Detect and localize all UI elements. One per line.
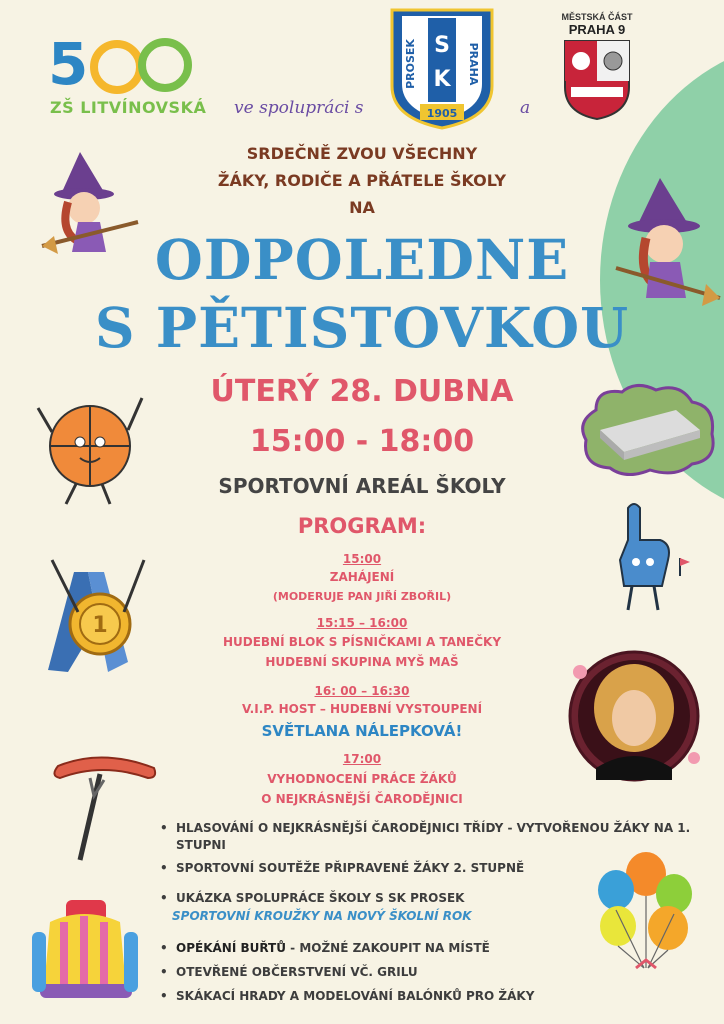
- bullet-voting: • HLASOVÁNÍ O NEJKRÁSNĚJŠÍ ČARODĚJNICI TŘÍDY - VYTVOŘENOU ŽÁKY NA 1. STUPNI: [160, 821, 691, 852]
- district-line2: PRAHA 9: [568, 22, 626, 37]
- invite-line1: SRDEČNĚ ZVOU VŠECHNY: [246, 144, 478, 163]
- program-line-4b: O NEJKRÁSNĚJŠÍ ČARODĚJNICI: [261, 792, 463, 806]
- title-line2: S PĚTISTOVKOU: [94, 295, 630, 360]
- cooperation-text: ve spolupráci s: [234, 98, 364, 118]
- vip-guest-name: SVĚTLANA NÁLEPKOVÁ!: [261, 722, 463, 740]
- program-time-2: 15:15 – 16:00: [316, 616, 408, 630]
- event-date: ÚTERÝ 28. DUBNA: [210, 374, 514, 409]
- medal-icon: [28, 552, 152, 678]
- program-line-2a: HUDEBNÍ BLOK S PÍSNIČKAMI A TANEČKY: [222, 635, 502, 649]
- invite-line2: ŽÁKY, RODIČE A PŘÁTELE ŠKOLY: [217, 171, 507, 190]
- program-line-1b: (MODERUJE PAN JIŘÍ ZBOŘIL): [272, 590, 452, 603]
- program-line-2b: HUDEBNÍ SKUPINA MYŠ MAŠ: [265, 655, 459, 669]
- svg-text:1: 1: [92, 613, 108, 638]
- program-time-3: 16: 00 – 16:30: [314, 684, 410, 698]
- bullet-refreshments: • OTEVŘENÉ OBČERSTVENÍ VČ. GRILU: [160, 965, 418, 979]
- title-line1: ODPOLEDNE: [154, 227, 570, 292]
- and-text: a: [520, 98, 531, 118]
- bullet-sausages: • OPÉKÁNÍ BUŘTŮ - MOŽNÉ ZAKOUPIT NA MÍSTĚ: [160, 941, 490, 955]
- school-logo-number: 5: [48, 30, 89, 98]
- school-logo: [48, 30, 218, 120]
- club-logo-right: PRAHA: [467, 42, 480, 86]
- praha9-logo: [552, 12, 642, 136]
- bouncy-castle-icon: [30, 892, 140, 1004]
- event-time: 15:00 - 18:00: [249, 424, 475, 459]
- club-logo-s: S: [434, 33, 450, 58]
- school-name: ZŠ LITVÍNOVSKÁ: [50, 98, 207, 117]
- invite-line3: NA: [349, 198, 375, 217]
- club-logo-year: 1905: [426, 107, 458, 120]
- bullet-cooperation-sub: SPORTOVNÍ KROUŽKY NA NOVÝ ŠKOLNÍ ROK: [172, 909, 472, 923]
- basketball-icon: [32, 388, 150, 510]
- program-line-4a: VYHODNOCENÍ PRÁCE ŽÁKŮ: [267, 772, 457, 786]
- balloons-icon: [592, 850, 696, 980]
- club-logo-left: PROSEK: [404, 39, 417, 89]
- bullet-sports: • SPORTOVNÍ SOUTĚŽE PŘIPRAVENÉ ŽÁKY 2. STUPNĚ: [160, 861, 525, 875]
- praha9-coat-of-arms-icon: [561, 37, 633, 121]
- event-place: SPORTOVNÍ AREÁL ŠKOLY: [218, 474, 506, 498]
- club-logo-k: K: [433, 67, 451, 92]
- program-time-1: 15:00: [342, 552, 382, 566]
- district-line1: MĚSTSKÁ ČÁST: [561, 12, 633, 22]
- bullet-bouncy-castles: • SKÁKACÍ HRADY A MODELOVÁNÍ BALÓNKŮ PRO ŽÁKY: [160, 989, 535, 1003]
- program-line-1a: ZAHÁJENÍ: [329, 570, 395, 584]
- program-heading: PROGRAM:: [297, 514, 427, 538]
- guest-portrait-photo: [566, 648, 702, 786]
- program-line-3a: V.I.P. HOST – HUDEBNÍ VYSTOUPENÍ: [241, 702, 483, 716]
- school-building-photo: [576, 380, 718, 480]
- sausage-icon: [44, 748, 162, 866]
- foam-finger-icon: [610, 500, 692, 612]
- bullet-cooperation: • UKÁZKA SPOLUPRÁCE ŠKOLY S SK PROSEK: [160, 891, 465, 905]
- program-time-4: 17:00: [342, 752, 382, 766]
- sk-prosek-logo: [388, 6, 496, 130]
